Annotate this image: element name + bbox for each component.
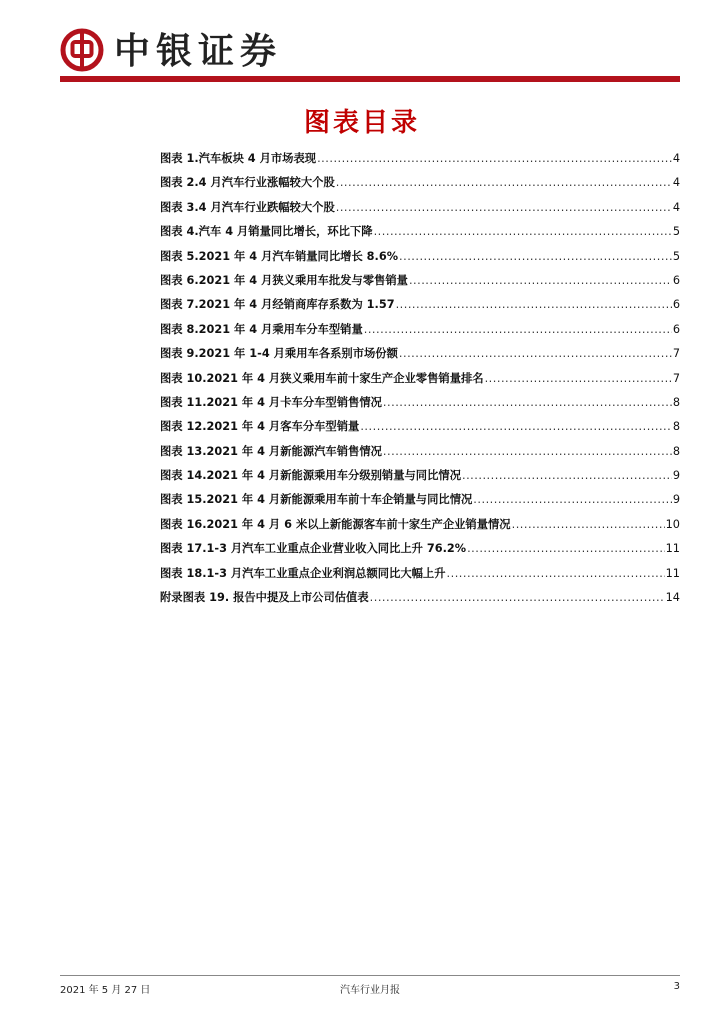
toc-entry[interactable] [160,199,680,223]
footer-report-name: 汽车行业月报 [340,985,400,996]
toc-dot-leader [473,493,672,506]
bank-of-china-logo-icon [60,28,104,72]
toc-entry-page[interactable]: 8 [672,444,680,458]
table-of-contents [160,150,680,613]
toc-dot-leader [512,518,665,531]
toc-entry[interactable] [160,443,680,467]
toc-entry[interactable] [160,321,680,345]
toc-entry-page[interactable]: 5 [672,249,680,263]
brand-name: 中银证券 [114,30,283,72]
toc-dot-leader [409,274,672,287]
toc-entry[interactable] [160,174,680,198]
toc-entry-label[interactable]: 图表 5.2021 年 4 月汽车销量同比增长 8.6% [160,249,399,263]
toc-entry-label[interactable]: 图表 12.2021 年 4 月客车分车型销量 [160,420,360,434]
toc-entry[interactable] [160,345,680,369]
toc-dot-leader [383,396,672,409]
toc-dot-leader [360,420,671,433]
header-divider [60,76,680,82]
toc-dot-leader [336,176,672,189]
toc-entry-page[interactable]: 7 [672,371,680,385]
toc-entry-label[interactable]: 图表 13.2021 年 4 月新能源汽车销售情况 [160,444,382,458]
toc-entry-page[interactable]: 6 [672,273,680,287]
toc-entry-label[interactable]: 图表 14.2021 年 4 月新能源乘用车分级别销量与同比情况 [160,469,461,483]
toc-dot-leader [364,323,672,336]
toc-entry-page[interactable]: 6 [672,322,680,336]
toc-entry[interactable] [160,150,680,174]
toc-dot-leader [399,347,672,360]
toc-entry[interactable] [160,223,680,247]
toc-entry[interactable] [160,370,680,394]
toc-entry-label[interactable]: 图表 17.1-3 月汽车工业重点企业营业收入同比上升 76.2% [160,542,467,556]
toc-dot-leader [467,542,665,555]
toc-dot-leader [336,201,672,214]
toc-dot-leader [370,591,665,604]
toc-entry-label[interactable]: 图表 11.2021 年 4 月卡车分车型销售情况 [160,395,382,409]
toc-dot-leader [383,445,672,458]
toc-entry-label[interactable]: 图表 15.2021 年 4 月新能源乘用车前十车企销量与同比情况 [160,493,473,507]
toc-entry-page[interactable]: 5 [672,225,680,239]
toc-entry-label[interactable]: 图表 16.2021 年 4 月 6 米以上新能源客车前十家生产企业销量情况 [160,517,511,531]
toc-entry[interactable] [160,491,680,515]
toc-entry-page[interactable]: 4 [672,176,680,190]
toc-dot-leader [462,469,672,482]
toc-entry-label[interactable]: 图表 7.2021 年 4 月经销商库存系数为 1.57 [160,298,395,312]
toc-entry[interactable] [160,516,680,540]
toc-dot-leader [317,152,672,165]
toc-entry-page[interactable]: 4 [672,152,680,165]
toc-entry[interactable] [160,565,680,589]
toc-entry-label[interactable]: 图表 18.1-3 月汽车工业重点企业利润总额同比大幅上升 [160,566,446,580]
toc-entry-page[interactable]: 10 [665,517,680,531]
toc-dot-leader [399,250,672,263]
toc-entry-page[interactable]: 8 [672,420,680,434]
toc-entry-page[interactable]: 7 [672,347,680,361]
toc-entry[interactable] [160,296,680,320]
toc-entry-page[interactable]: 11 [665,542,680,556]
toc-entry-label[interactable]: 图表 9.2021 年 1-4 月乘用车各系别市场份额 [160,347,398,361]
toc-entry[interactable] [160,394,680,418]
toc-entry[interactable] [160,540,680,564]
toc-entry-page[interactable]: 14 [665,591,680,605]
toc-dot-leader [485,372,672,385]
toc-entry[interactable] [160,248,680,272]
toc-entry-label[interactable]: 附录图表 19. 报告中提及上市公司估值表 [160,591,369,605]
toc-entry-label[interactable]: 图表 3.4 月汽车行业跌幅较大个股 [160,200,335,214]
footer-divider [60,975,680,976]
toc-dot-leader [396,298,672,311]
toc-title: 图表目录 [303,108,420,138]
footer-date: 2021 年 5 月 27 日 [60,985,151,996]
toc-entry[interactable] [160,272,680,296]
toc-entry[interactable] [160,467,680,491]
toc-entry-label[interactable]: 图表 10.2021 年 4 月狭义乘用车前十家生产企业零售销量排名 [160,371,484,385]
toc-entry[interactable] [160,589,680,613]
toc-dot-leader [447,567,665,580]
toc-entry-page[interactable]: 4 [672,200,680,214]
toc-dot-leader [374,225,672,238]
toc-entry-label[interactable]: 图表 1.汽车板块 4 月市场表现 [160,152,317,165]
toc-entry-label[interactable]: 图表 6.2021 年 4 月狭义乘用车批发与零售销量 [160,273,408,287]
toc-entry-page[interactable]: 9 [672,493,680,507]
toc-entry-page[interactable]: 6 [672,298,680,312]
toc-entry-page[interactable]: 8 [672,395,680,409]
toc-entry-label[interactable]: 图表 4.汽车 4 月销量同比增长，环比下降 [160,225,373,239]
toc-entry-page[interactable]: 11 [665,566,680,580]
toc-entry[interactable] [160,418,680,442]
footer-page-number: 3 [673,981,680,992]
toc-entry-label[interactable]: 图表 8.2021 年 4 月乘用车分车型销量 [160,322,363,336]
toc-entry-page[interactable]: 9 [672,469,680,483]
toc-entry-label[interactable]: 图表 2.4 月汽车行业涨幅较大个股 [160,176,335,190]
